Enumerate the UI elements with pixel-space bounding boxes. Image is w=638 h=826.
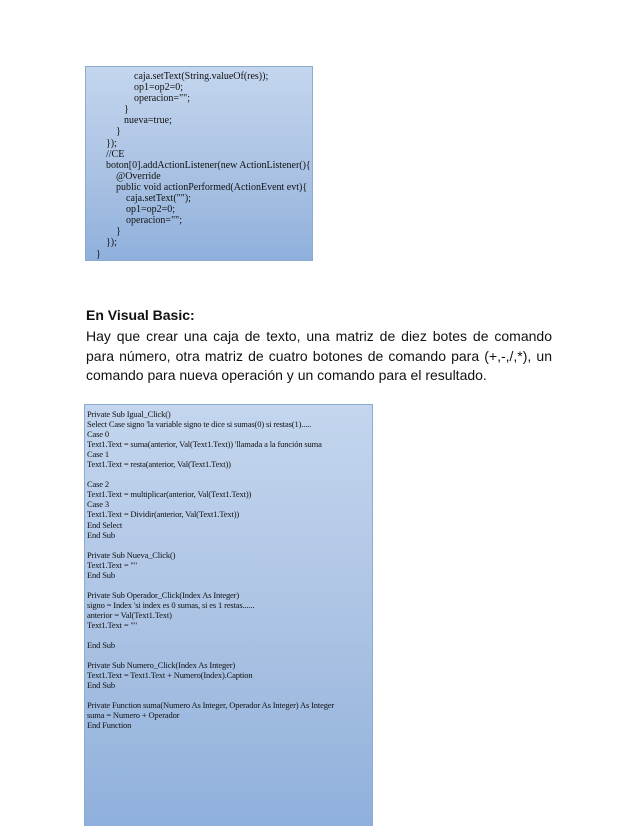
code-line: End Function	[87, 720, 132, 731]
code-line: End Sub	[87, 680, 115, 691]
code-line: });	[106, 137, 117, 149]
code-line: anterior = Val(Text1.Text)	[87, 609, 172, 620]
code-line: }	[116, 126, 121, 138]
code-line: @Override	[116, 170, 161, 182]
code-line: }	[96, 248, 101, 260]
vb-code-block	[85, 405, 372, 731]
code-line: caja.setText(String.valueOf(res));	[134, 71, 269, 82]
code-line: End Select	[87, 519, 123, 530]
code-line: End Sub	[87, 569, 115, 580]
code-line: Text1.Text = ""	[87, 619, 138, 630]
code-line: boton[0].addActionListener(new ActionListener(){	[106, 159, 311, 171]
code-line: op1=op2=0;	[126, 204, 176, 216]
code-line: signo = Index 'si index es 0 sumas, si es 1 restas......	[87, 599, 255, 610]
code-line: End Sub	[87, 529, 115, 540]
code-line: Text1.Text = Dividir(anterior, Val(Text1.Text))	[87, 509, 240, 520]
code-line: suma = Numero + Operador	[87, 710, 180, 721]
code-line: nueva=true;	[124, 115, 172, 127]
code-line	[87, 469, 372, 479]
code-line: Select Case signo 'la variable signo te dice si sumas(0) si restas(1).....	[87, 419, 312, 430]
code-line: Text1.Text = resta(anterior, Val(Text1.Text))	[87, 459, 231, 470]
code-line: public void actionPerformed(ActionEvent evt){	[116, 181, 308, 193]
code-line: }	[116, 226, 121, 238]
code-line	[87, 630, 372, 640]
vb-code-box	[84, 404, 373, 826]
code-line: Case 0	[87, 429, 109, 440]
java-code-box	[85, 66, 313, 261]
code-line: Text1.Text = Text1.Text + Numero(Index).Caption	[87, 670, 253, 681]
section-paragraph: Hay que crear una caja de texto, una matriz de diez botes de comando para número, otra matriz de cuatro botones de comando para (+,-,/,*), un comando para nueva operación y un comando para el resultado.	[86, 328, 552, 383]
code-line: }	[124, 104, 129, 116]
section-heading: En Visual Basic:	[86, 307, 195, 323]
code-line: Case 3	[87, 499, 109, 510]
code-line: Private Sub Igual_Click()	[87, 409, 171, 419]
code-line: Private Function suma(Numero As Integer, Operador As Integer) As Integer	[87, 700, 335, 711]
java-code-block	[86, 67, 312, 260]
code-line: //CE	[106, 148, 125, 160]
code-line: Case 1	[87, 449, 109, 460]
code-line: });	[106, 237, 117, 249]
code-line: Case 2	[87, 479, 109, 490]
code-line: Private Sub Operador_Click(Index As Integer)	[87, 589, 240, 600]
code-line: operacion="";	[134, 93, 191, 105]
code-line: Text1.Text = suma(anterior, Val(Text1.Text)) 'llamada a la función suma	[87, 439, 322, 450]
code-line: operacion="";	[126, 215, 183, 227]
code-line: Text1.Text = ""	[87, 559, 138, 570]
code-line: op1=op2=0;	[134, 82, 184, 94]
code-line: End Sub	[87, 640, 115, 651]
code-line	[87, 540, 372, 550]
code-line: caja.setText("");	[126, 193, 191, 205]
code-line	[87, 690, 372, 700]
code-line	[87, 580, 372, 590]
code-line: Private Sub Nueva_Click()	[87, 549, 176, 560]
code-line: Text1.Text = multiplicar(anterior, Val(Text1.Text))	[87, 489, 252, 500]
code-line	[87, 650, 372, 660]
code-line: Private Sub Numero_Click(Index As Integer)	[87, 660, 236, 671]
